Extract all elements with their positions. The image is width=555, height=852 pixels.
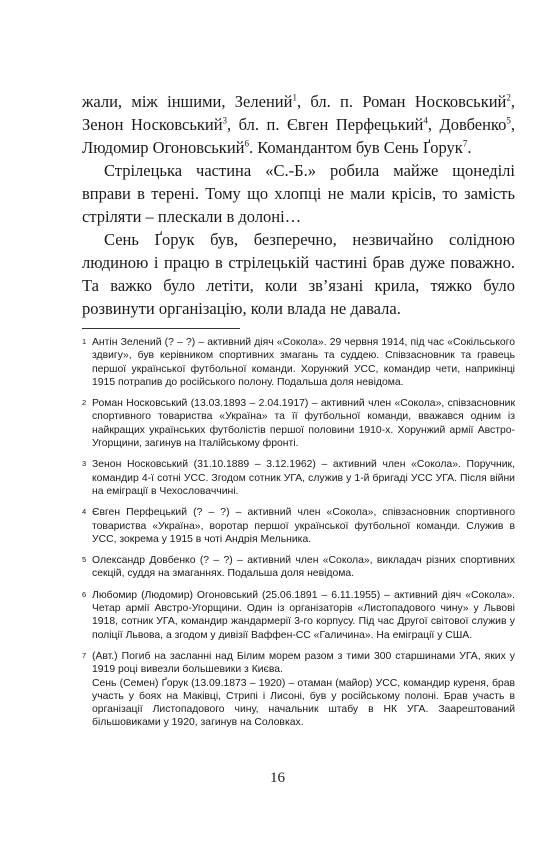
footnote-3 [82, 458, 515, 498]
footnote-text: (Авт.) Погиб на засланні над Білим морем разом з тими 300 старшинами УГА, яких у 1919 році вивезли большевики з Києва. [92, 650, 515, 676]
footnote-ref-2: 2 [506, 92, 511, 103]
main-text [82, 90, 515, 320]
paragraph-1 [82, 90, 515, 159]
footnote-number: 2 [82, 398, 87, 408]
footnote-divider [82, 328, 240, 329]
footnote-5 [82, 554, 515, 581]
footnotes [82, 336, 515, 738]
paragraph-1-text: , Довбенко [427, 115, 507, 134]
footnote-number: 4 [82, 507, 87, 517]
footnote-ref-1: 1 [292, 92, 297, 103]
footnote-number: 5 [82, 555, 87, 565]
footnote-text-continued: Сень (Семен) Ґорук (13.09.1873 – 1920) – отаман (майор) УСС, командир куреня, брав участь у боях на Маківці, Стрипі і Лисоні, був у російському полоні. Брав участь в організації Листопадового чину, начальник штабу в НК УГА. Заарештований більшовиками у 1920, загинув на Соловках. [92, 677, 515, 729]
footnote-ref-3: 3 [222, 115, 228, 126]
footnote-text: Любомир (Людомир) Огоновський (25.06.1891 – 6.11.1955) – активний діяч «Сокола». Четар армії Австро-Угорщини. Один із організаторів «Листопадового чину» у Львові 1918, сотник УГА, командир жандармерії 3-го корпусу. Під час Другої світової служив у поліції Львова, а згодом у дивізії Ваффен-СС «Галичина». На еміграції у США. [92, 589, 515, 641]
footnote-number: 3 [82, 459, 87, 469]
paragraph-1-text: , бл. п. Роман Носковський [296, 92, 507, 111]
footnote-ref-7: 7 [462, 138, 468, 149]
footnote-ref-4: 4 [423, 115, 428, 126]
footnote-ref-5: 5 [506, 115, 511, 126]
footnote-text: Олександр Довбенко (? – ?) – активний член «Сокола», викладач різних спортивних секцій, суддя на змаганнях. Подальша доля невідома. [92, 555, 515, 580]
footnote-number: 6 [82, 589, 87, 599]
footnote-number: 7 [82, 650, 87, 660]
footnote-text: Роман Носковський (13.03.1893 – 2.04.1917) – активний член «Сокола», співзасновник спортивного товариства «Україна» та її футбольної команди, вважався одним із найкращих українських футболістів першої половини 1910-х. Хорунжий армії Австро-Угорщини, загинув на Італійському фронті. [92, 398, 515, 450]
paragraph-2: Стрілецька частина «С.-Б.» робила майже щонеділі вправи в терені. Тому що хлопці не мали крісів, то замість стріляти – плескали в долоні… [82, 161, 515, 226]
footnote-text: Зенон Носковський (31.10.1889 – 3.12.1962) – активний член «Сокола». Поручник, командир 4-ї сотні УСС. Згодом сотник УГА, служив у 1-й бригаді УСС УГА. Після війни на еміграції в Чехословаччині. [92, 459, 515, 497]
footnote-4 [82, 506, 515, 546]
paragraph-1-text: . [467, 138, 472, 157]
paragraph-3: Сень Ґорук був, безперечно, незвичайно солідною людиною і працю в стрілецькій частині брав дуже поважно. Та важко було летіти, коли зв’язані крила, тяжко було розвинути організацію, коли влада не давала. [82, 230, 515, 318]
footnote-text: Євген Перфецький (? – ?) – активний член «Сокола», співзасновник спортивного товариства «Україна», воротар першої української футбольної команди. Служив в УСС, зокрема у 1915 в чоті Андрія Мельника. [92, 507, 515, 545]
paragraph-1-text: , Зенон Носковський [82, 92, 516, 134]
footnote-2 [82, 397, 515, 450]
footnote-6 [82, 589, 515, 642]
footnote-ref-6: 6 [244, 138, 249, 149]
footnote-text: Антін Зелений (? – ?) – активний діяч «Сокола». 29 червня 1914, під час «Сокільського здвигу», був керівником спортивних змагань та суддею. Співзасновник та гравець першої української футбольної команди. Хорунжий УСС, командир чети, наприкінці 1915 потрапив до російського полону. Подальша доля невідома. [92, 337, 515, 388]
page-number: 16 [270, 770, 285, 786]
footnote-number: 1 [82, 337, 87, 346]
paragraph-1-text: жали, між іншими, Зелений [82, 92, 293, 111]
paragraph-1-text: . Командантом був Сень Ґорук [248, 138, 463, 157]
paragraph-1-text: , Людомир Огоновський [82, 115, 515, 157]
footnote-7 [82, 650, 515, 730]
footnote-1 [82, 336, 515, 389]
paragraph-1-text: , бл. п. Євген Перфецький [227, 115, 424, 134]
